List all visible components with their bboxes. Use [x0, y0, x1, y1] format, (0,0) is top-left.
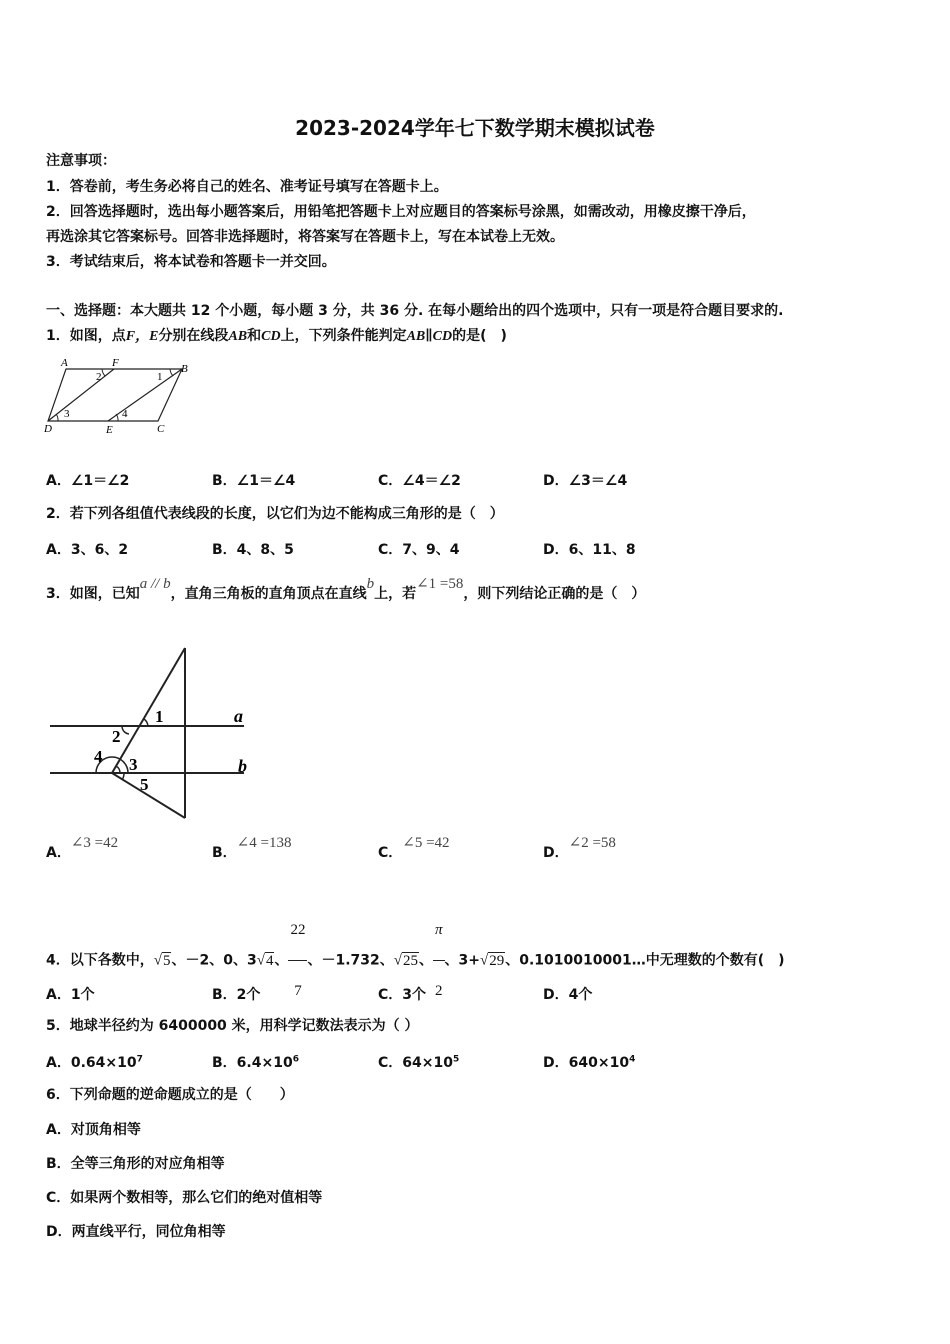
q2-option-c[interactable]: C．7、9、4: [378, 542, 460, 558]
q3-option-a[interactable]: A．∠3 =42: [46, 835, 119, 861]
page-title: 2023-2024学年七下数学期末模拟试卷: [295, 116, 655, 140]
fig-angle-2: 2: [112, 727, 121, 746]
q3-option-b[interactable]: B．∠4 =138: [212, 835, 292, 861]
q4-stem: 4．以下各数中，√5、－2、0、3√4、 $\frac{22}{7}$ 、－1.732、√25、 $\frac{\pi}{2}$ 、3+√29、0.1010010001…中无理数的个数有( ): [46, 900, 785, 1021]
q5-stem: 5．地球半径约为 6400000 米，用科学记数法表示为（ ）: [46, 1018, 419, 1034]
fraction-pi-2: $\frac{\pi}{2}$: [433, 900, 445, 1021]
notice-heading: 注意事项：: [46, 153, 116, 169]
fig-label-A: A: [61, 357, 68, 369]
q1-option-a[interactable]: A．∠1＝∠2: [46, 473, 130, 489]
q6-option-c[interactable]: C．如果两个数相等，那么它们的绝对值相等: [46, 1190, 323, 1206]
q3-stem: 3．如图，已知a // b，直角三角板的直角顶点在直线b上，若∠1 =58，则下列结论正确的是（ ）: [46, 576, 646, 602]
q2-option-b[interactable]: B．4、8、5: [212, 542, 294, 558]
q5-option-b[interactable]: B．$6.4\times 10^6$: [212, 1054, 299, 1071]
sqrt-5: √5: [153, 952, 171, 969]
fig-label-F: F: [112, 357, 119, 369]
q4-option-b[interactable]: B．2个: [212, 987, 261, 1003]
notice-item: 1．答卷前，考生务必将自己的姓名、准考证号填写在答题卡上。: [46, 179, 448, 195]
q3-figure: [44, 630, 274, 820]
q4-option-d[interactable]: D．4个: [543, 987, 593, 1003]
q1-stem: 1．如图，点F，E分别在线段AB和CD上，下列条件能判定AB∥CD的是( ): [46, 328, 507, 344]
notice-item: 3．考试结束后，将本试卷和答题卡一并交回。: [46, 254, 336, 270]
fig-label-D: D: [44, 423, 52, 435]
q5-option-c[interactable]: C．$64\times 10^5$: [378, 1054, 460, 1071]
fig-label-E: E: [106, 424, 113, 436]
fig-angle-4: 4: [122, 408, 128, 420]
fig-angle-3: 3: [64, 408, 70, 420]
sqrt-25: √25: [393, 952, 418, 969]
fig-label-C: C: [157, 423, 165, 435]
q2-option-d[interactable]: D．6、11、8: [543, 542, 636, 558]
q3-option-c[interactable]: C．∠5 =42: [378, 835, 450, 861]
section-heading: 一、选择题：本大题共 12 个小题，每小题 3 分，共 36 分. 在每小题给出的四个选项中，只有一项是符合题目要求的.: [46, 303, 784, 319]
q3-option-d[interactable]: D．∠2 =58: [543, 835, 616, 861]
q1-option-c[interactable]: C．∠4＝∠2: [378, 473, 461, 489]
sqrt-4: √4: [256, 952, 274, 969]
q6-stem: 6．下列命题的逆命题成立的是（ ）: [46, 1087, 294, 1103]
q6-option-d[interactable]: D．两直线平行，同位角相等: [46, 1224, 226, 1240]
fig-line-b: b: [238, 756, 247, 776]
q6-option-a[interactable]: A．对顶角相等: [46, 1122, 141, 1138]
fig-angle-4: 4: [94, 747, 103, 766]
q2-option-a[interactable]: A．3、6、2: [46, 542, 129, 558]
q5-option-d[interactable]: D．$640\times 10^4$: [543, 1054, 636, 1071]
q2-stem: 2．若下列各组值代表线段的长度，以它们为边不能构成三角形的是（ ）: [46, 506, 504, 522]
fig-angle-1: 1: [157, 371, 163, 383]
q5-option-a[interactable]: A．$0.64\times 10^7$: [46, 1054, 143, 1071]
sqrt-29: √29: [479, 952, 505, 969]
q1-option-d[interactable]: D．∠3＝∠4: [543, 473, 628, 489]
fig-angle-5: 5: [140, 775, 149, 794]
fig-angle-1: 1: [155, 707, 164, 726]
q4-option-a[interactable]: A．1个: [46, 987, 95, 1003]
fig-label-B: B: [181, 363, 188, 375]
notice-item: 2．回答选择题时，选出每小题答案后，用铅笔把答题卡上对应题目的答案标号涂黑，如需改动，用橡皮擦干净后，: [46, 204, 756, 220]
fig-angle-2: 2: [96, 371, 102, 383]
q6-option-b[interactable]: B．全等三角形的对应角相等: [46, 1156, 225, 1172]
fraction-22-7: $\frac{22}{7}$: [288, 900, 307, 1021]
fig-line-a: a: [234, 706, 243, 726]
fig-angle-3: 3: [129, 755, 138, 774]
q4-option-c[interactable]: C．3个: [378, 987, 427, 1003]
q1-option-b[interactable]: B．∠1＝∠4: [212, 473, 296, 489]
notice-item: 再选涂其它答案标号。回答非选择题时，将答案写在答题卡上，写在本试卷上无效。: [46, 229, 564, 245]
q1-figure: [42, 355, 202, 437]
